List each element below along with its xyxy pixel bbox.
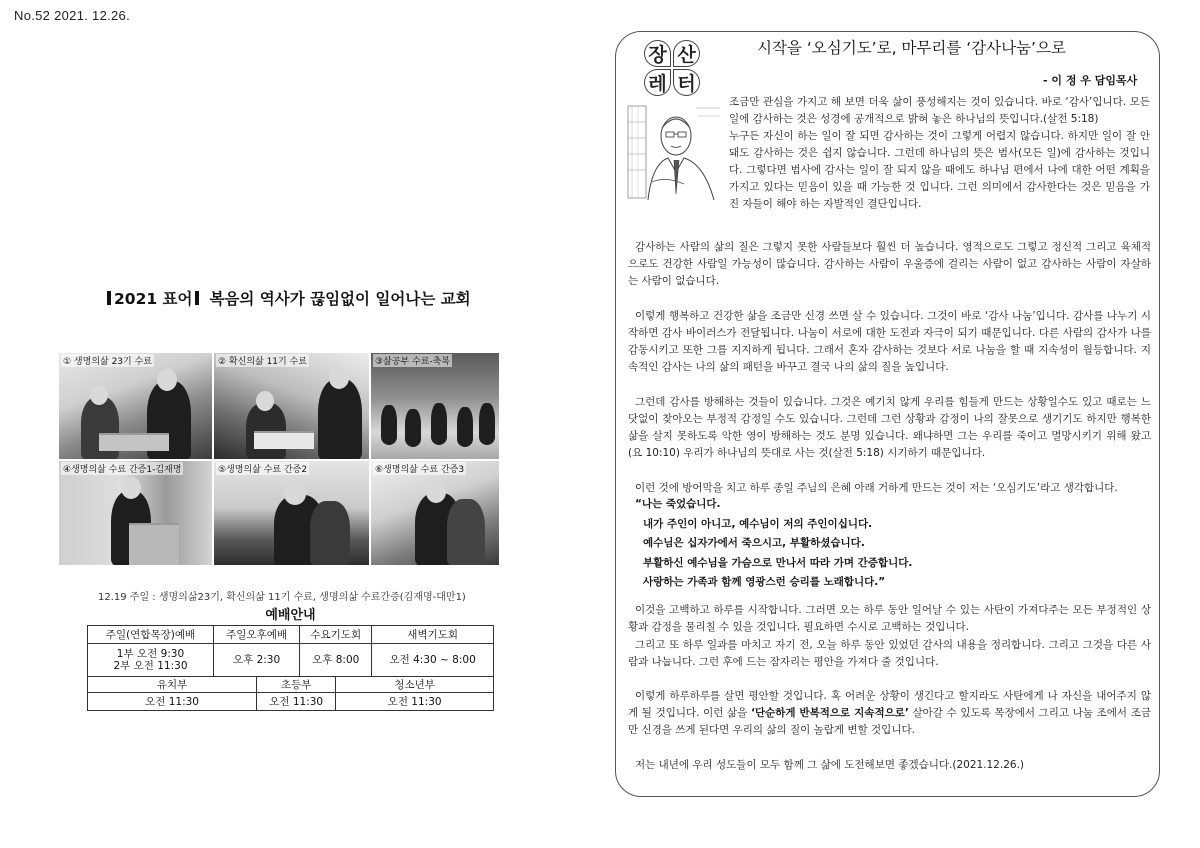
emphasis-text: ‘단순하게 반복적으로 지속적으로’ <box>750 707 909 719</box>
worship-schedule-table <box>87 603 494 711</box>
letter-title: 시작을 ‘오심기도’로, 마무리를 ‘감사나눔’으로 <box>757 39 1066 57</box>
letter-author: - 이 정 우 담임목사 <box>1043 74 1138 87</box>
letter-paragraph: 누구든 자신이 하는 일이 잘 되면 감사하는 것이 그렇게 어렵지 않습니다. 하지만 일이 잘 안 돼도 감사하는 것은 쉽지 않습니다. 그런데 하나님의 뜻은 범사(모든 일)에 감사하는 것입니다. 그렇다면 범사에 감사는 일이 잘 되지 않을 때에도 하나님 편에서 나에 대한 어떤 계획을 가지고 있다는 믿음이 있을 때 가능한 것 입니다. 그런 의미에서 감사한다는 것은 믿음을 가진 자들이 해야 하는 자발적인 결단입니다. <box>729 130 1150 210</box>
schedule-time-wednesday: 오후 8:00 <box>300 643 372 676</box>
photo-caption: ③삶공부 수료-축복 <box>373 354 452 367</box>
person-figure <box>310 501 350 566</box>
schedule-time-kindergarten: 오전 11:30 <box>88 692 257 710</box>
quote-line: “나는 죽었습니다. <box>635 498 721 510</box>
person-head <box>121 477 141 499</box>
table <box>99 433 169 451</box>
sunday-service-1: 1부 오전 9:30 <box>116 647 185 660</box>
letter-paragraph: 조금만 관심을 가지고 해 보면 더욱 삶이 풍성해지는 것이 있습니다. 바로 ‘감사’입니다. 모든 일에 감사하는 것은 성경에 공개적으로 밝혀 놓은 하나님의 뜻입니다.(살전 5:18) <box>729 96 1150 125</box>
table <box>254 431 314 449</box>
letter-stamp <box>643 39 701 97</box>
photo-1 <box>58 352 213 460</box>
issue-number: No.52 2021. 12.26. <box>14 8 130 23</box>
schedule-header: 유치부 <box>88 676 257 692</box>
letter-paragraph: 그런데 감사를 방해하는 것들이 있습니다. 그것은 예기치 않게 우리를 힘들게 만드는 상황일수도 있고 때로는 느닷없이 찾아오는 부정적 감정일 수도 있습니다. 그런데 그런 상황과 감정이 나의 잘못으로 생기기도 하지만 행복한 삶을 살지 못하도록 악한 영이 방해하는 것도 분명 있습니다. 왜냐하면 그는 우리를 죽이고 멸망시키기 위해 왔고(요 10:10) 우리가 하나님의 뜻대로 사는 것(살전 5:18) 시기하기 때문입니다. <box>628 396 1151 459</box>
letter-paragraph: 감사하는 사람의 삶의 질은 그렇지 못한 사람들보다 훨씬 더 높습니다. 영적으로도 그렇고 정신적 그리고 육체적으로도 건강한 사람일 가능성이 많습니다. 감사하는 사람이 우울증에 걸리는 사람이 없고 감사하는 사람이 자살하는 사람이 없습니다. <box>628 241 1151 287</box>
schedule-time-youth: 오전 11:30 <box>336 692 494 710</box>
person-head <box>90 385 108 405</box>
text-run: 이렇게 하루하루를 살면 평안할 것입니다. 혹 어려운 상황이 생긴다고 할지라도 사탄에게 나 자신을 내어주지 않게 될 것입니다. 이런 삶을 <box>628 690 1151 719</box>
letter-intro <box>729 94 1150 213</box>
pastor-portrait-sketch <box>626 102 722 202</box>
photo-4 <box>58 460 213 566</box>
person-head <box>426 481 446 503</box>
person-head <box>284 483 306 505</box>
schedule-time-dawn: 오전 4:30 ~ 8:00 <box>372 643 494 676</box>
person-figure <box>447 499 485 566</box>
confession-quote <box>635 495 1155 593</box>
photo-description: 12.19 주일 : 생명의삶23기, 확신의삶 11기 수료, 생명의삶 수료간증(김재명-대만1) <box>98 592 466 603</box>
person-head <box>256 391 274 411</box>
letter-paragraph: 이것을 고백하고 하루를 시작합니다. 그러면 오는 하루 동안 일어날 수 있는 사탄이 가져다주는 모든 부정적인 상황과 감정을 물리칠 수 있을 것입니다. 필요하면 수시로 고백하는 것입니다. <box>628 604 1151 633</box>
photo-5 <box>213 460 370 566</box>
schedule-header: 주일오후예배 <box>213 625 299 643</box>
quote-line: 부활하신 예수님을 가슴으로 만나서 따라 가며 간증합니다. <box>643 556 913 569</box>
photo-3 <box>370 352 500 460</box>
motto-year: 2021 표어 <box>114 290 193 308</box>
schedule-time-elementary: 오전 11:30 <box>257 692 336 710</box>
person-figure <box>431 403 447 445</box>
church-motto <box>104 287 504 309</box>
quote-line: 사랑하는 가족과 함께 영광스런 승리를 노래합니다.” <box>643 576 886 588</box>
photo-caption: ② 확신의삶 11기 수료 <box>216 354 309 367</box>
schedule-time-sunday-pm: 오후 2:30 <box>213 643 299 676</box>
stamp-char: 산 <box>673 40 700 67</box>
photo-6 <box>370 460 500 566</box>
photo-caption: ④생명의삶 수료 간증1-김재명 <box>61 462 183 475</box>
person-head <box>329 367 349 389</box>
person-head <box>157 369 177 391</box>
motto-bar-right <box>195 291 199 305</box>
schedule-title: 예배안내 <box>88 603 494 625</box>
letter-paragraph: 이런 것에 방어막을 치고 하루 종일 주님의 은혜 아래 거하게 만드는 것이 저는 ‘오심기도’라고 생각합니다. <box>635 482 1118 494</box>
photo-collage <box>58 352 500 566</box>
schedule-time-sunday <box>88 643 214 676</box>
text-run: 살아갈 수 있도록 목장에서 그리고 나눔 조에서 조금만 신경을 쓰게 된다면 우리의 삶의 질이 놀랍게 변할 것입니다. <box>628 707 1151 736</box>
person-figure <box>318 379 362 460</box>
schedule-header: 수요기도회 <box>300 625 372 643</box>
schedule-header: 주일(연합목장)예배 <box>88 625 214 643</box>
quote-line: 내가 주인이 아니고, 예수님이 저의 주인이십니다. <box>643 517 873 530</box>
letter-paragraph: 이렇게 행복하고 건강한 삶을 조금만 신경 쓰면 살 수 있습니다. 그것이 바로 ‘감사 나눔’입니다. 감사를 나누기 시작하면 감사 바이러스가 전달됩니다. 나눔이 서로에 대한 도전과 자극이 되기 때문입니다. 다른 사람의 감사가 나를 감동시키고 또한 그를 지지하게 됩니다. 그래서 혼자 감사하는 것보다 서로 나눔을 할 때 지속성이 월등합니다. 지속적인 감사는 나의 삶의 패턴을 바꾸고 결국 나의 삶의 질을 높입니다. <box>628 310 1151 373</box>
motto-bar-left <box>107 291 111 305</box>
stamp-char: 레 <box>644 69 671 96</box>
motto-text: 복음의 역사가 끊임없이 일어나는 교회 <box>209 290 471 308</box>
quote-line: 예수님은 십자가에서 죽으시고, 부활하셨습니다. <box>643 537 865 549</box>
person-figure <box>381 405 397 445</box>
stamp-char: 터 <box>673 69 700 96</box>
photo-2 <box>213 352 370 460</box>
photo-caption: ⑥생명의삶 수료 간증3 <box>373 462 466 475</box>
schedule-header: 청소년부 <box>336 676 494 692</box>
pulpit <box>129 523 179 566</box>
letter-paragraph <box>628 688 1151 739</box>
photo-caption: ① 생명의삶 23기 수료 <box>61 354 154 367</box>
schedule-header: 새벽기도회 <box>372 625 494 643</box>
letter-paragraph: 저는 내년에 우리 성도들이 모두 함께 그 삶에 도전해보면 좋겠습니다.(2021.12.26.) <box>635 759 1025 771</box>
schedule-header: 초등부 <box>257 676 336 692</box>
person-figure <box>457 407 473 447</box>
letter-paragraph: 그리고 또 하루 일과를 마치고 자기 전, 오늘 하루 동안 있었던 감사의 내용을 정리합니다. 그리고 그것을 다른 사람과 나눕니다. 그런 후에 드는 잠자리는 평안을 가져다 줄 것입니다. <box>628 639 1151 668</box>
photo-caption: ⑤생명의삶 수료 간증2 <box>216 462 309 475</box>
sunday-service-2: 2부 오전 11:30 <box>113 659 188 672</box>
stamp-char: 장 <box>644 40 671 67</box>
person-figure <box>479 403 495 445</box>
person-figure <box>405 409 421 447</box>
